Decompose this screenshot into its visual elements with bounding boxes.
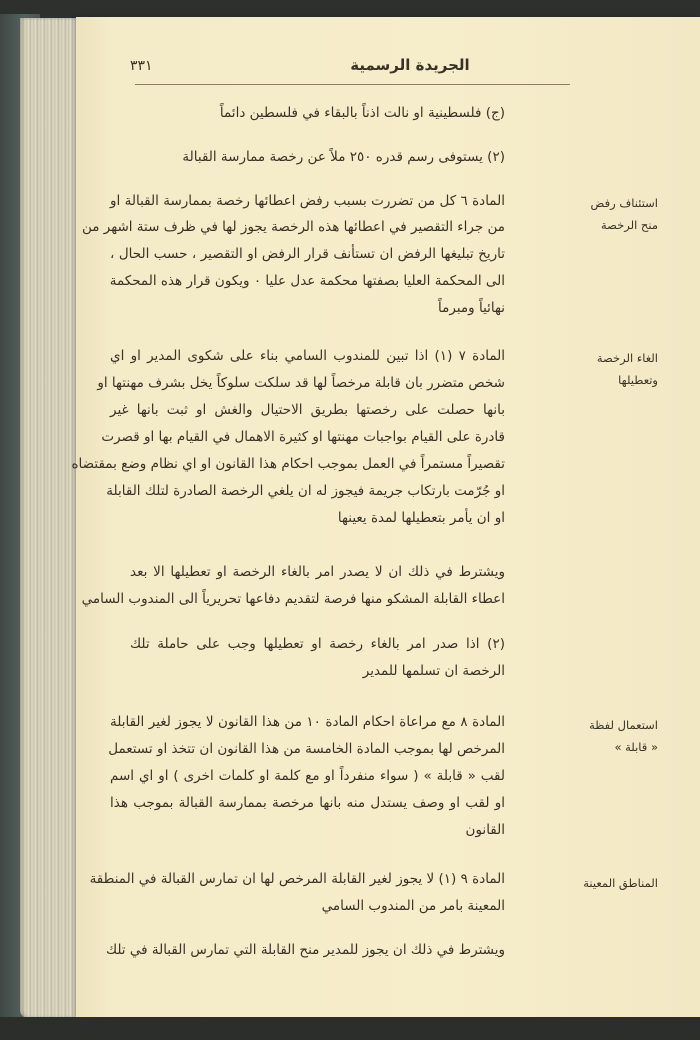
article-7-line: تقصيراً مستمراً في العمل بموجب احكام هذا القانون او اي نظام وضع بمقتضاه xyxy=(71,456,505,472)
running-title: الجريدة الرسمية xyxy=(350,56,470,74)
article-8-line: المرخص لها بموجب المادة الخامسة من هذا القانون ان تتخذ او تستعمل xyxy=(108,741,505,757)
margin-note-line: وتعطيلها xyxy=(618,373,658,387)
article-7-line: شخص متضرر بان قابلة مرخصاً لها قد سلكت سلوكاً يخل بشرف مهنتها او xyxy=(97,375,505,391)
clause-2: (٢) يستوفى رسم قدره ٢٥٠ ملاً عن رخصة ممارسة القبالة xyxy=(182,149,505,165)
margin-note-article-9 xyxy=(558,872,658,894)
article-8-line: القانون xyxy=(465,822,505,838)
margin-note-line: استعمال لفظة xyxy=(589,718,658,732)
margin-note-article-8 xyxy=(558,714,658,758)
margin-note-line: الغاء الرخصة xyxy=(596,351,658,365)
article-7-line: قادرة على القيام بواجبات مهنتها او كثيرة الاهمال في القيام بها او قصرت xyxy=(101,429,505,445)
page-number: ٣٣١ xyxy=(130,58,153,74)
article-9-line: المعينة بامر من المندوب السامي xyxy=(321,898,505,914)
article-7-line: المادة ٧ (١) اذا تبين للمندوب السامي بناء على شكوى المدير او اي xyxy=(110,348,505,364)
header-rule xyxy=(135,84,570,85)
article-9-line: المادة ٩ (١) لا يجوز لغير القابلة المرخص لها ان تمارس القبالة في المنطقة xyxy=(89,871,505,887)
margin-note-line: استئناف رفض xyxy=(590,196,658,210)
page-edges xyxy=(20,18,78,1018)
clause-c: (ج) فلسطينية او نالت اذناً بالبقاء في فلسطين دائماً xyxy=(219,105,505,121)
margin-note-line: المناطق المعينة xyxy=(583,876,658,890)
article-6-line: نهائياً ومبرماً xyxy=(438,300,505,316)
article-9-proviso-line: ويشترط في ذلك ان يجوز للمدير منح القابلة التي تمارس القبالة في تلك xyxy=(105,942,505,958)
article-8-line: او لقب او وصف يستدل منه بانها مرخصة بممارسة القبالة بموجب هذا xyxy=(110,795,505,811)
margin-note-line: منح الرخصة xyxy=(600,218,658,232)
article-6-line: المادة ٦ كل من تضررت بسبب رفض اعطائها رخصة بممارسة القبالة او xyxy=(110,193,505,209)
article-7-proviso-line: اعطاء القابلة المشكو منها فرصة لتقديم دفاعها تحريرياً الى المندوب السامي xyxy=(81,591,505,607)
margin-note-article-7 xyxy=(558,347,658,391)
article-8-line: المادة ٨ مع مراعاة احكام المادة ١٠ من هذا القانون لا يجوز لغير القابلة xyxy=(110,714,505,730)
article-7-subclause-2-line: الرخصة ان تسلمها للمدير xyxy=(362,663,505,679)
book-shadow xyxy=(0,1017,700,1040)
article-7-line: او جُرّمت بارتكاب جريمة فيجوز له ان يلغي الرخصة الصادرة لتلك القابلة xyxy=(106,483,505,499)
article-7-line: او ان يأمر بتعطيلها لمدة يعينها xyxy=(337,510,505,526)
article-7-proviso-line: ويشترط في ذلك ان لا يصدر امر بالغاء الرخصة او تعطيلها الا بعد xyxy=(130,564,505,580)
article-6-line: من جراء التقصير في اعطائها هذه الرخصة يجوز لها في ظرف ستة اشهر من xyxy=(81,219,505,235)
margin-note-article-6 xyxy=(558,192,658,236)
article-8-line: لقب « قابلة » ( سواء منفرداً او مع كلمة او كلمات اخرى ) او اي اسم xyxy=(110,768,505,784)
article-6-line: الى المحكمة العليا بصفتها محكمة عدل عليا ٠ ويكون قرار هذه المحكمة xyxy=(109,273,505,289)
article-6-line: تاريخ تبليغها الرفض ان تستأنف قرار الرفض او التقصير ، حسب الحال ، xyxy=(110,246,505,262)
article-7-subclause-2-line: (٢) اذا صدر امر بالغاء رخصة او تعطيلها وجب على حاملة تلك xyxy=(130,636,505,652)
article-7-line: بانها حصلت على رخصتها بطريق الاحتيال والغش او ثبت بانها غير xyxy=(110,402,505,418)
margin-note-line: « قابلة » xyxy=(614,740,658,754)
